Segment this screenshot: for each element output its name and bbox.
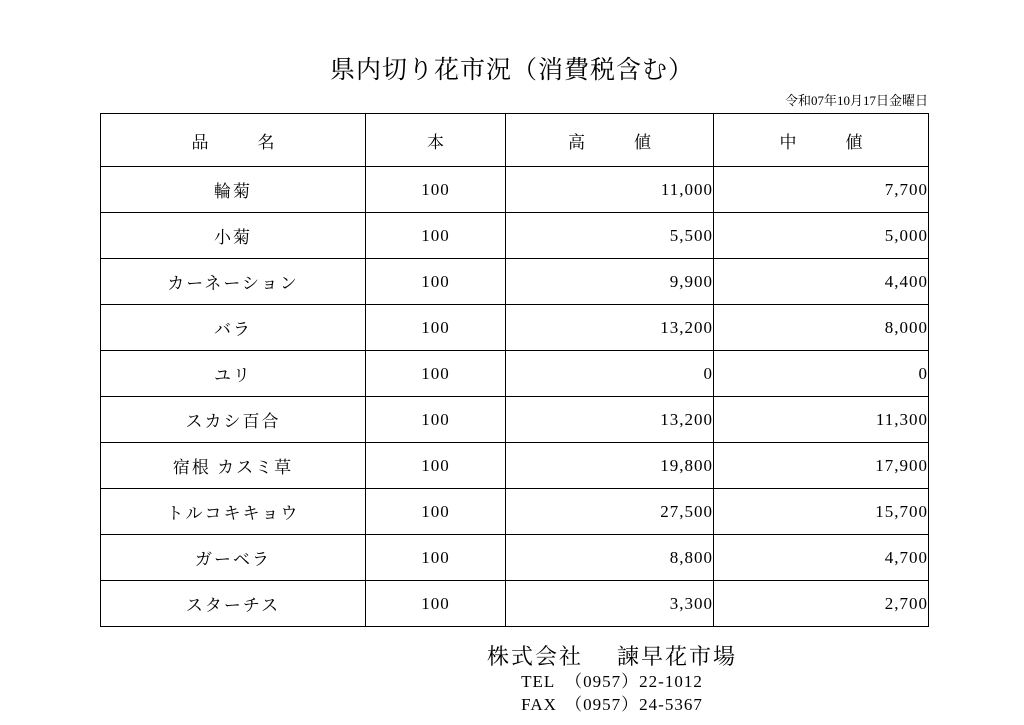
table-row (101, 213, 929, 259)
cell-mid-price: 4,700 (714, 535, 929, 581)
cell-high-price: 8,800 (506, 535, 714, 581)
company-name: 諫早花市場 (617, 644, 738, 669)
fax-label: FAX (521, 694, 557, 714)
cell-high-price: 13,200 (506, 397, 714, 443)
table-header-row (101, 114, 929, 167)
cell-quantity: 100 (366, 581, 506, 627)
cell-item-name: バラ (101, 305, 366, 351)
cell-quantity: 100 (366, 213, 506, 259)
cell-high-price: 0 (506, 351, 714, 397)
cell-mid-price: 8,000 (714, 305, 929, 351)
cell-high-price: 13,200 (506, 305, 714, 351)
column-header-quantity (366, 114, 506, 167)
company-line (0, 640, 1024, 671)
cell-quantity: 100 (366, 259, 506, 305)
cell-mid-price: 7,700 (714, 167, 929, 213)
cell-quantity: 100 (366, 351, 506, 397)
telephone-line (0, 671, 1024, 694)
cell-high-price: 11,000 (506, 167, 714, 213)
cell-high-price: 9,900 (506, 259, 714, 305)
cell-mid-price: 2,700 (714, 581, 929, 627)
cell-item-name: ガーベラ (101, 535, 366, 581)
cell-item-name: 小菊 (101, 213, 366, 259)
table-row (101, 397, 929, 443)
cell-mid-price: 4,400 (714, 259, 929, 305)
cell-quantity: 100 (366, 489, 506, 535)
telephone-label: TEL (521, 672, 556, 691)
cell-item-name: カーネーション (101, 259, 366, 305)
column-header-mid-text: 中 値 (779, 132, 879, 152)
column-header-name (101, 114, 366, 167)
fax-value: （0957）24-5367 (565, 694, 703, 714)
table-row (101, 259, 929, 305)
cell-high-price: 3,300 (506, 581, 714, 627)
cell-quantity: 100 (366, 535, 506, 581)
cell-item-name: ユリ (101, 351, 366, 397)
cell-high-price: 19,800 (506, 443, 714, 489)
cell-item-name: スカシ百合 (101, 397, 366, 443)
cell-high-price: 27,500 (506, 489, 714, 535)
cell-mid-price: 15,700 (714, 489, 929, 535)
document-footer (0, 640, 1024, 717)
cell-mid-price: 5,000 (714, 213, 929, 259)
table-row (101, 167, 929, 213)
telephone-value: （0957）22-1012 (565, 672, 703, 691)
table-row (101, 351, 929, 397)
cell-item-name: 輪菊 (101, 167, 366, 213)
cell-mid-price: 11,300 (714, 397, 929, 443)
fax-line (0, 694, 1024, 717)
page-title: 県内切り花市況（消費税含む） (329, 57, 694, 84)
table-row (101, 305, 929, 351)
table-row (101, 581, 929, 627)
column-header-mid (714, 114, 929, 167)
company-prefix: 株式会社 (486, 644, 583, 669)
column-header-quantity-text: 本 (427, 132, 460, 152)
column-header-high (506, 114, 714, 167)
document-date: 令和07年10月17日金曜日 (784, 93, 928, 108)
cell-mid-price: 17,900 (714, 443, 929, 489)
column-header-name-text: 品 名 (191, 132, 291, 152)
column-header-high-text: 高 値 (568, 132, 667, 152)
cell-quantity: 100 (366, 167, 506, 213)
cell-high-price: 5,500 (506, 213, 714, 259)
cell-quantity: 100 (366, 443, 506, 489)
cell-item-name: トルコキキョウ (101, 489, 366, 535)
cell-quantity: 100 (366, 305, 506, 351)
cell-quantity: 100 (366, 397, 506, 443)
cell-item-name: スターチス (101, 581, 366, 627)
market-price-table (100, 113, 929, 627)
cell-mid-price: 0 (714, 351, 929, 397)
table-row (101, 535, 929, 581)
cell-item-name: 宿根 カスミ草 (101, 443, 366, 489)
table-row (101, 489, 929, 535)
table-row (101, 443, 929, 489)
